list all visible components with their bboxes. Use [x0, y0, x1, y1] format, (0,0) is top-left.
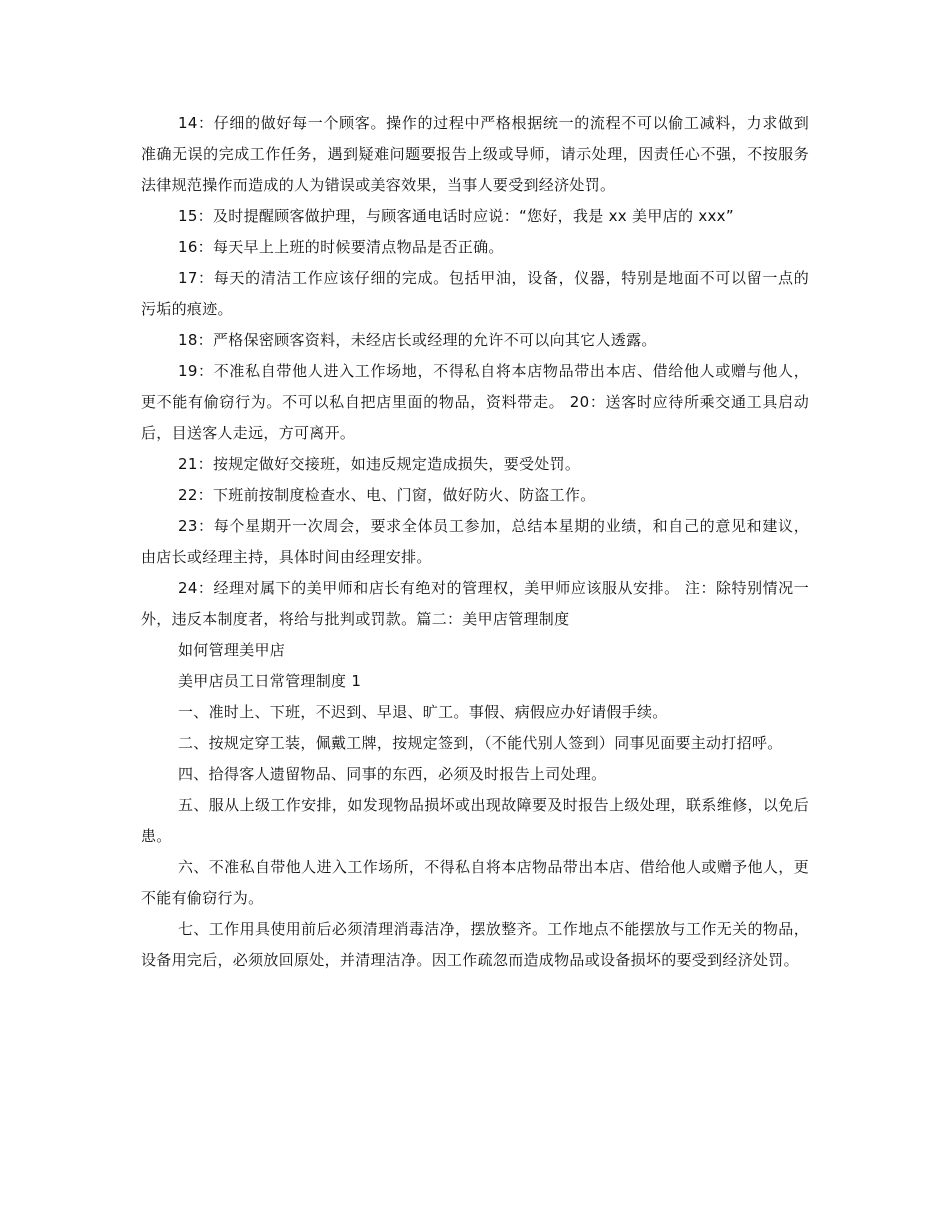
paragraph-23: 23：每个星期开一次周会，要求全体员工参加，总结本星期的业绩，和自己的意见和建议，由店长或经理主持，具体时间由经理安排。: [141, 517, 809, 566]
rule-item-4: 四、拾得客人遗留物品、同事的东西，必须及时报告上司处理。: [178, 765, 607, 783]
paragraph-21: 21：按规定做好交接班，如违反规定造成损失，要受处罚。: [178, 455, 581, 473]
paragraph-19-20: 19：不准私自带他人进入工作场地，不得私自将本店物品带出本店、借给他人或赠与他人，更不能有偷窃行为。不可以私自把店里面的物品，资料带走。 20：送客时应待所乘交通工具启动后，目送客人走远，方可离开。: [141, 362, 809, 442]
rule-item-5: 五、服从上级工作安排，如发现物品损坏或出现故障要及时报告上级处理，联系维修，以免后患。: [141, 796, 809, 845]
document-body: [141, 108, 809, 976]
section-heading-staff-rules: 美甲店员工日常管理制度 1: [178, 672, 362, 690]
rule-item-7: 七、工作用具使用前后必须清理消毒洁净，摆放整齐。工作地点不能摆放与工作无关的物品，设备用完后，必须放回原处，并清理洁净。因工作疏忽而造成物品或设备损坏的要受到经济处罚。: [141, 920, 809, 969]
paragraph-17: 17：每天的清洁工作应该仔细的完成。包括甲油，设备，仪器，特别是地面不可以留一点的污垢的痕迹。: [141, 269, 809, 318]
rule-item-1: 一、准时上、下班，不迟到、早退、旷工。事假、病假应办好请假手续。: [178, 703, 668, 721]
paragraph-22: 22：下班前按制度检查水、电、门窗，做好防火、防盗工作。: [178, 486, 596, 504]
rule-item-2: 二、按规定穿工装，佩戴工牌，按规定签到，（不能代别人签到）同事见面要主动打招呼。: [178, 734, 783, 752]
rule-item-6: 六、不准私自带他人进入工作场所，不得私自将本店物品带出本店、借给他人或赠予他人，更不能有偷窃行为。: [141, 858, 809, 907]
paragraph-18: 18：严格保密顾客资料，未经店长或经理的允许不可以向其它人透露。: [178, 331, 657, 349]
paragraph-24: 24：经理对属下的美甲师和店长有绝对的管理权，美甲师应该服从安排。 注：除特别情况一外，违反本制度者，将给与批判或罚款。篇二：美甲店管理制度: [141, 579, 809, 628]
paragraph-14: 14：仔细的做好每一个顾客。操作的过程中严格根据统一的流程不可以偷工减料，力求做到准确无误的完成工作任务，遇到疑难问题要报告上级或导师，请示处理，因责任心不强，不按服务法律规范操作而造成的人为错误或美容效果，当事人要受到经济处罚。: [141, 114, 809, 194]
paragraph-16: 16：每天早上上班的时候要清点物品是否正确。: [178, 238, 504, 256]
paragraph-15: 15：及时提醒顾客做护理，与顾客通电话时应说：“您好，我是 xx 美甲店的 xxx”: [178, 207, 734, 225]
section-heading-how-to-manage: 如何管理美甲店: [178, 641, 286, 659]
